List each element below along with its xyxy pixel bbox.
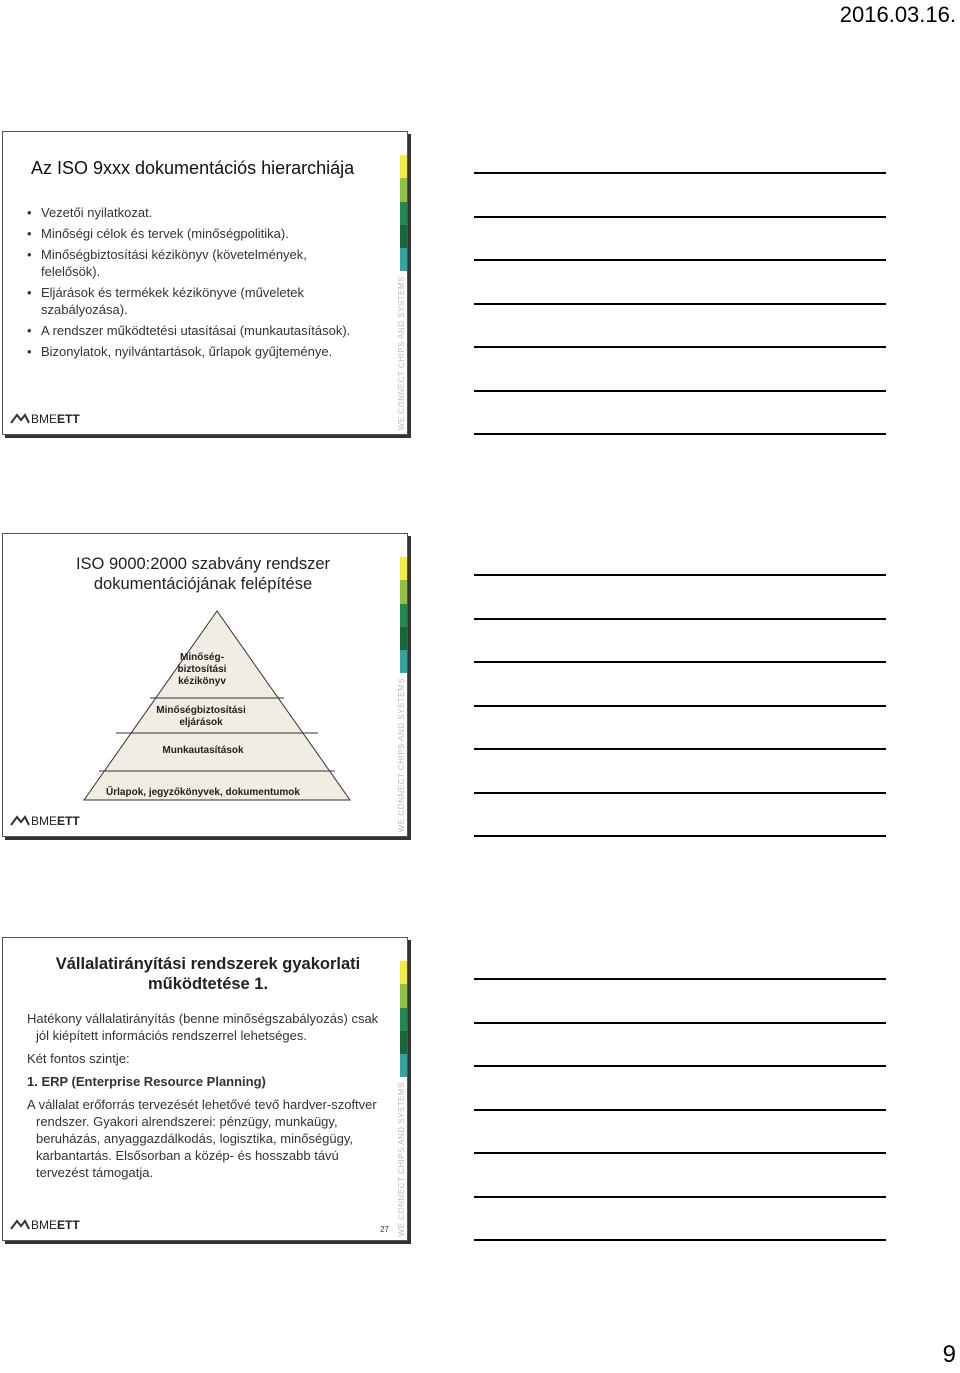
vertical-tagline: WE CONNECT CHIPS AND SYSTEMS bbox=[396, 1081, 406, 1236]
bmeett-logo: BMEETT bbox=[9, 814, 80, 828]
bullet-item: • Minőségi célok és tervek (minőségpolitika). bbox=[27, 225, 367, 242]
note-line bbox=[474, 346, 886, 348]
chip-logo-icon bbox=[9, 1218, 31, 1232]
bmeett-logo: BMEETT bbox=[9, 412, 80, 426]
note-line bbox=[474, 835, 886, 837]
note-line bbox=[474, 303, 886, 305]
bullet-item: • A rendszer működtetési utasításai (munkautasítások). bbox=[27, 322, 367, 339]
pyramid-level-3: Munkautasítások bbox=[162, 745, 244, 756]
slide-3-title: Vállalatirányítási rendszerek gyakorlati működtetése 1. bbox=[55, 955, 361, 993]
note-line bbox=[474, 1239, 886, 1241]
bmeett-logo: BMEETT bbox=[9, 1218, 80, 1232]
note-line bbox=[474, 1022, 886, 1024]
note-line bbox=[474, 259, 886, 261]
slide-2-title: ISO 9000:2000 szabvány rendszer dokumentációjának felépítése bbox=[75, 555, 331, 593]
chip-logo-icon bbox=[9, 814, 31, 828]
bullet-item: • Bizonylatok, nyilvántartások, űrlapok gyűjteménye. bbox=[27, 343, 367, 360]
vertical-tagline: WE CONNECT CHIPS AND SYSTEMS bbox=[396, 677, 406, 832]
note-line bbox=[474, 618, 886, 620]
note-line bbox=[474, 172, 886, 174]
note-line bbox=[474, 1196, 886, 1198]
note-line bbox=[474, 216, 886, 218]
note-line bbox=[474, 1152, 886, 1154]
note-line bbox=[474, 661, 886, 663]
bullet-item: • Vezetői nyilatkozat. bbox=[27, 204, 367, 221]
header-date: 2016.03.16. bbox=[839, 2, 956, 27]
note-line bbox=[474, 705, 886, 707]
slide-1-bullet-list bbox=[27, 204, 367, 364]
slide-3-body bbox=[27, 1010, 387, 1187]
note-line bbox=[474, 978, 886, 980]
slide-3-subheading: 1. ERP (Enterprise Resource Planning) bbox=[27, 1074, 266, 1089]
bullet-item: • Eljárások és termékek kézikönyve (műveletek szabályozása). bbox=[27, 284, 367, 318]
note-line bbox=[474, 574, 886, 576]
slide-3 bbox=[2, 937, 408, 1241]
slide-2 bbox=[2, 533, 408, 837]
slide-3-paragraph: Két fontos szintje: bbox=[27, 1051, 130, 1066]
pyramid-level-4: Űrlapok, jegyzőkönyvek, dokumentumok bbox=[106, 787, 300, 798]
note-line bbox=[474, 748, 886, 750]
chip-logo-icon bbox=[9, 412, 31, 426]
vertical-tagline: WE CONNECT CHIPS AND SYSTEMS bbox=[396, 275, 406, 430]
pyramid-level-1: Minőség- biztosítási kézikönyv bbox=[177, 652, 227, 687]
bullet-item: • Minőségbiztosítási kézikönyv (követelmények, felelősök). bbox=[27, 246, 367, 280]
slide-3-paragraph: Hatékony vállalatirányítás (benne minőségszabályozás) csak jól kiépített információs rendszerrel lehetséges. bbox=[27, 1011, 379, 1043]
slide-1 bbox=[2, 131, 408, 435]
note-line bbox=[474, 792, 886, 794]
note-line bbox=[474, 1109, 886, 1111]
note-line bbox=[474, 433, 886, 435]
slide-1-title: Az ISO 9xxx dokumentációs hierarchiája bbox=[31, 158, 355, 178]
slide-number: 27 bbox=[380, 1225, 389, 1234]
slide-3-paragraph: A vállalat erőforrás tervezését lehetővé tevő hardver-szoftver rendszer. Gyakori alrendszerei: pénzügy, munkaügy, beruházás, anyaggazdálkodás, logisztika, minőségügy, karbantartás. Elsősorban a közép- és hosszabb távú tervezést támogatja. bbox=[27, 1097, 377, 1180]
note-line bbox=[474, 1065, 886, 1067]
page-number: 9 bbox=[942, 1341, 956, 1368]
note-line bbox=[474, 390, 886, 392]
pyramid-level-2: Minőségbiztosítási eljárások bbox=[156, 705, 246, 728]
